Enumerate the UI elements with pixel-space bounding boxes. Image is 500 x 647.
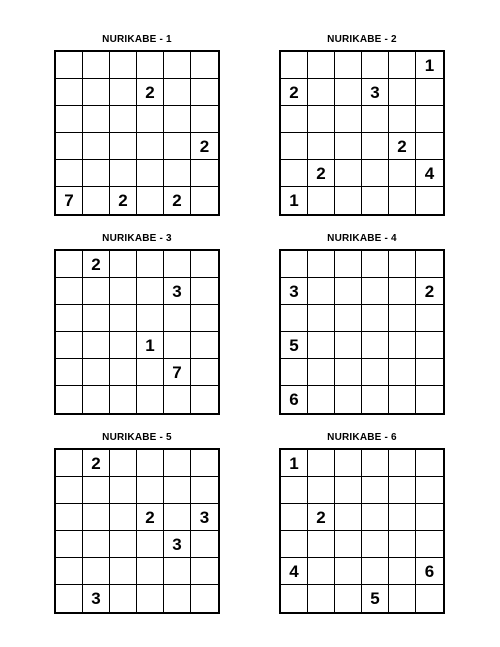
grid-cell[interactable] xyxy=(191,359,218,386)
grid-cell[interactable] xyxy=(83,160,110,187)
clue-cell[interactable]: 5 xyxy=(362,585,389,612)
grid-cell[interactable] xyxy=(137,251,164,278)
grid-cell[interactable] xyxy=(362,504,389,531)
grid-cell[interactable] xyxy=(83,79,110,106)
grid-cell[interactable] xyxy=(308,531,335,558)
grid-cell[interactable] xyxy=(335,585,362,612)
grid-cell[interactable] xyxy=(281,251,308,278)
grid-cell[interactable] xyxy=(335,531,362,558)
grid-cell[interactable] xyxy=(281,52,308,79)
clue-cell[interactable]: 2 xyxy=(281,79,308,106)
grid-cell[interactable] xyxy=(137,160,164,187)
grid-cell[interactable] xyxy=(56,305,83,332)
grid-cell[interactable] xyxy=(335,504,362,531)
grid-cell[interactable] xyxy=(110,531,137,558)
puzzle-title: NURIKABE - 4 xyxy=(327,233,397,244)
grid-cell[interactable] xyxy=(137,305,164,332)
grid-cell[interactable] xyxy=(56,386,83,413)
grid-cell[interactable] xyxy=(389,504,416,531)
grid-cell[interactable] xyxy=(335,558,362,585)
grid-cell[interactable] xyxy=(164,477,191,504)
grid-cell[interactable] xyxy=(137,278,164,305)
grid-cell[interactable] xyxy=(416,359,443,386)
grid-cell[interactable] xyxy=(389,106,416,133)
clue-cell[interactable]: 3 xyxy=(164,531,191,558)
grid-cell[interactable] xyxy=(416,133,443,160)
grid-cell[interactable] xyxy=(56,531,83,558)
grid-cell[interactable] xyxy=(83,305,110,332)
grid-cell[interactable] xyxy=(110,106,137,133)
grid-cell[interactable] xyxy=(281,504,308,531)
grid-cell[interactable] xyxy=(191,450,218,477)
grid-cell[interactable] xyxy=(416,504,443,531)
grid-cell[interactable] xyxy=(362,531,389,558)
grid-cell[interactable] xyxy=(83,332,110,359)
clue-cell[interactable]: 2 xyxy=(308,504,335,531)
grid-cell[interactable] xyxy=(56,52,83,79)
grid-cell[interactable] xyxy=(83,531,110,558)
grid-cell[interactable] xyxy=(335,450,362,477)
clue-cell[interactable]: 4 xyxy=(416,160,443,187)
grid-cell[interactable] xyxy=(191,278,218,305)
grid-cell[interactable] xyxy=(191,585,218,612)
grid-cell[interactable] xyxy=(56,160,83,187)
grid-cell[interactable] xyxy=(110,450,137,477)
grid-cell[interactable] xyxy=(389,332,416,359)
grid-cell[interactable] xyxy=(308,251,335,278)
grid-cell[interactable] xyxy=(389,558,416,585)
grid-cell[interactable] xyxy=(335,160,362,187)
grid-cell[interactable] xyxy=(308,332,335,359)
clue-cell[interactable]: 7 xyxy=(164,359,191,386)
grid-cell[interactable] xyxy=(389,305,416,332)
grid-cell[interactable] xyxy=(416,305,443,332)
clue-cell[interactable]: 2 xyxy=(389,133,416,160)
grid-cell[interactable] xyxy=(83,106,110,133)
grid-cell[interactable] xyxy=(335,52,362,79)
grid-cell[interactable] xyxy=(164,558,191,585)
clue-cell[interactable]: 7 xyxy=(56,187,83,214)
grid-cell[interactable] xyxy=(110,251,137,278)
grid-cell[interactable] xyxy=(362,106,389,133)
grid-cell[interactable] xyxy=(389,251,416,278)
grid-cell[interactable] xyxy=(191,558,218,585)
grid-cell[interactable] xyxy=(281,133,308,160)
grid-cell[interactable] xyxy=(137,359,164,386)
grid-cell[interactable] xyxy=(191,386,218,413)
grid-cell[interactable] xyxy=(56,477,83,504)
grid-cell[interactable] xyxy=(362,160,389,187)
clue-cell[interactable]: 1 xyxy=(281,187,308,214)
grid-cell[interactable] xyxy=(137,585,164,612)
grid-cell[interactable] xyxy=(191,187,218,214)
grid-cell[interactable] xyxy=(362,359,389,386)
grid-cell[interactable] xyxy=(416,386,443,413)
grid-cell[interactable] xyxy=(191,52,218,79)
grid-cell[interactable] xyxy=(416,332,443,359)
clue-cell[interactable]: 2 xyxy=(137,504,164,531)
puzzle-title: NURIKABE - 1 xyxy=(102,34,172,45)
grid-cell[interactable] xyxy=(56,332,83,359)
grid-cell[interactable] xyxy=(83,359,110,386)
grid-cell[interactable] xyxy=(308,79,335,106)
grid-cell[interactable] xyxy=(56,359,83,386)
grid-cell[interactable] xyxy=(137,386,164,413)
grid-cell[interactable] xyxy=(416,477,443,504)
grid-cell[interactable] xyxy=(281,359,308,386)
grid-cell[interactable] xyxy=(56,251,83,278)
clue-cell[interactable]: 1 xyxy=(281,450,308,477)
grid-cell[interactable] xyxy=(110,52,137,79)
grid-cell[interactable] xyxy=(164,251,191,278)
clue-cell[interactable]: 1 xyxy=(137,332,164,359)
grid-cell[interactable] xyxy=(389,52,416,79)
grid-cell[interactable] xyxy=(335,106,362,133)
grid-cell[interactable] xyxy=(416,251,443,278)
grid-cell[interactable] xyxy=(110,558,137,585)
grid-cell[interactable] xyxy=(191,531,218,558)
grid-cell[interactable] xyxy=(362,187,389,214)
grid-cell[interactable] xyxy=(308,133,335,160)
puzzle-grid xyxy=(279,448,445,614)
grid-cell[interactable] xyxy=(362,251,389,278)
puzzle-title: NURIKABE - 5 xyxy=(102,432,172,443)
grid-cell[interactable] xyxy=(56,278,83,305)
grid-cell[interactable] xyxy=(191,251,218,278)
grid-cell[interactable] xyxy=(110,332,137,359)
grid-cell[interactable] xyxy=(164,332,191,359)
grid-cell[interactable] xyxy=(56,106,83,133)
grid-cell[interactable] xyxy=(281,585,308,612)
grid-cell[interactable] xyxy=(362,558,389,585)
clue-cell[interactable]: 1 xyxy=(416,52,443,79)
grid-cell[interactable] xyxy=(416,187,443,214)
grid-cell[interactable] xyxy=(416,79,443,106)
grid-cell[interactable] xyxy=(191,477,218,504)
grid-cell[interactable] xyxy=(362,332,389,359)
clue-cell[interactable]: 2 xyxy=(308,160,335,187)
grid-cell[interactable] xyxy=(137,187,164,214)
grid-cell[interactable] xyxy=(308,585,335,612)
grid-cell[interactable] xyxy=(191,332,218,359)
grid-cell[interactable] xyxy=(416,531,443,558)
grid-cell[interactable] xyxy=(164,450,191,477)
puzzle-title: NURIKABE - 3 xyxy=(102,233,172,244)
grid-cell[interactable] xyxy=(362,133,389,160)
grid-cell[interactable] xyxy=(335,332,362,359)
grid-cell[interactable] xyxy=(164,585,191,612)
grid-cell[interactable] xyxy=(389,585,416,612)
grid-cell[interactable] xyxy=(164,106,191,133)
clue-cell[interactable]: 2 xyxy=(110,187,137,214)
grid-cell[interactable] xyxy=(164,79,191,106)
clue-cell[interactable]: 6 xyxy=(416,558,443,585)
grid-cell[interactable] xyxy=(110,359,137,386)
grid-cell[interactable] xyxy=(281,160,308,187)
grid-cell[interactable] xyxy=(83,477,110,504)
grid-cell[interactable] xyxy=(389,477,416,504)
grid-cell[interactable] xyxy=(308,450,335,477)
grid-cell[interactable] xyxy=(137,558,164,585)
grid-cell[interactable] xyxy=(308,359,335,386)
grid-cell[interactable] xyxy=(110,79,137,106)
grid-cell[interactable] xyxy=(308,106,335,133)
grid-cell[interactable] xyxy=(137,450,164,477)
grid-cell[interactable] xyxy=(281,477,308,504)
grid-cell[interactable] xyxy=(137,477,164,504)
grid-cell[interactable] xyxy=(389,278,416,305)
grid-cell[interactable] xyxy=(137,52,164,79)
puzzle-grid xyxy=(54,448,220,614)
puzzle-grid xyxy=(279,249,445,415)
grid-cell[interactable] xyxy=(389,160,416,187)
grid-cell[interactable] xyxy=(281,305,308,332)
grid-cell[interactable] xyxy=(281,531,308,558)
clue-cell[interactable]: 6 xyxy=(281,386,308,413)
puzzle-title: NURIKABE - 2 xyxy=(327,34,397,45)
grid-cell[interactable] xyxy=(83,278,110,305)
grid-cell[interactable] xyxy=(308,187,335,214)
grid-cell[interactable] xyxy=(110,477,137,504)
grid-cell[interactable] xyxy=(110,278,137,305)
grid-cell[interactable] xyxy=(56,504,83,531)
clue-cell[interactable]: 3 xyxy=(281,278,308,305)
grid-cell[interactable] xyxy=(335,187,362,214)
grid-cell[interactable] xyxy=(164,386,191,413)
grid-cell[interactable] xyxy=(83,386,110,413)
grid-cell[interactable] xyxy=(281,106,308,133)
grid-cell[interactable] xyxy=(308,558,335,585)
clue-cell[interactable]: 3 xyxy=(191,504,218,531)
grid-cell[interactable] xyxy=(389,386,416,413)
grid-cell[interactable] xyxy=(308,386,335,413)
puzzle-title: NURIKABE - 6 xyxy=(327,432,397,443)
clue-cell[interactable]: 5 xyxy=(281,332,308,359)
grid-cell[interactable] xyxy=(362,450,389,477)
grid-cell[interactable] xyxy=(191,106,218,133)
grid-cell[interactable] xyxy=(308,477,335,504)
grid-cell[interactable] xyxy=(416,585,443,612)
grid-cell[interactable] xyxy=(110,585,137,612)
grid-cell[interactable] xyxy=(362,477,389,504)
grid-cell[interactable] xyxy=(416,106,443,133)
grid-cell[interactable] xyxy=(362,52,389,79)
grid-cell[interactable] xyxy=(335,305,362,332)
grid-cell[interactable] xyxy=(110,133,137,160)
grid-cell[interactable] xyxy=(110,504,137,531)
grid-cell[interactable] xyxy=(164,305,191,332)
grid-cell[interactable] xyxy=(389,359,416,386)
grid-cell[interactable] xyxy=(164,133,191,160)
grid-cell[interactable] xyxy=(335,79,362,106)
grid-cell[interactable] xyxy=(389,187,416,214)
grid-cell[interactable] xyxy=(362,386,389,413)
clue-cell[interactable]: 3 xyxy=(83,585,110,612)
puzzle-grid xyxy=(54,249,220,415)
grid-cell[interactable] xyxy=(335,386,362,413)
grid-cell[interactable] xyxy=(83,187,110,214)
clue-cell[interactable]: 2 xyxy=(137,79,164,106)
clue-cell[interactable]: 3 xyxy=(362,79,389,106)
grid-cell[interactable] xyxy=(308,52,335,79)
grid-cell[interactable] xyxy=(308,305,335,332)
puzzle-grid xyxy=(54,50,220,216)
grid-cell[interactable] xyxy=(83,52,110,79)
grid-cell[interactable] xyxy=(56,450,83,477)
grid-cell[interactable] xyxy=(389,79,416,106)
puzzle-grid xyxy=(279,50,445,216)
grid-cell[interactable] xyxy=(164,52,191,79)
grid-cell[interactable] xyxy=(335,477,362,504)
grid-cell[interactable] xyxy=(191,79,218,106)
grid-cell[interactable] xyxy=(362,305,389,332)
grid-cell[interactable] xyxy=(56,558,83,585)
clue-cell[interactable]: 2 xyxy=(83,251,110,278)
grid-cell[interactable] xyxy=(335,133,362,160)
clue-cell[interactable]: 2 xyxy=(416,278,443,305)
grid-cell[interactable] xyxy=(83,504,110,531)
grid-cell[interactable] xyxy=(137,106,164,133)
grid-cell[interactable] xyxy=(191,305,218,332)
grid-cell[interactable] xyxy=(362,278,389,305)
grid-cell[interactable] xyxy=(110,305,137,332)
grid-cell[interactable] xyxy=(137,531,164,558)
clue-cell[interactable]: 2 xyxy=(191,133,218,160)
grid-cell[interactable] xyxy=(191,160,218,187)
grid-cell[interactable] xyxy=(335,278,362,305)
grid-cell[interactable] xyxy=(389,450,416,477)
grid-cell[interactable] xyxy=(389,531,416,558)
clue-cell[interactable]: 2 xyxy=(164,187,191,214)
grid-cell[interactable] xyxy=(335,251,362,278)
grid-cell[interactable] xyxy=(416,450,443,477)
clue-cell[interactable]: 2 xyxy=(83,450,110,477)
grid-cell[interactable] xyxy=(110,386,137,413)
grid-cell[interactable] xyxy=(335,359,362,386)
grid-cell[interactable] xyxy=(308,278,335,305)
grid-cell[interactable] xyxy=(83,133,110,160)
grid-cell[interactable] xyxy=(83,558,110,585)
grid-cell[interactable] xyxy=(56,79,83,106)
clue-cell[interactable]: 4 xyxy=(281,558,308,585)
grid-cell[interactable] xyxy=(110,160,137,187)
grid-cell[interactable] xyxy=(56,133,83,160)
grid-cell[interactable] xyxy=(164,504,191,531)
grid-cell[interactable] xyxy=(137,133,164,160)
grid-cell[interactable] xyxy=(56,585,83,612)
grid-cell[interactable] xyxy=(164,160,191,187)
clue-cell[interactable]: 3 xyxy=(164,278,191,305)
